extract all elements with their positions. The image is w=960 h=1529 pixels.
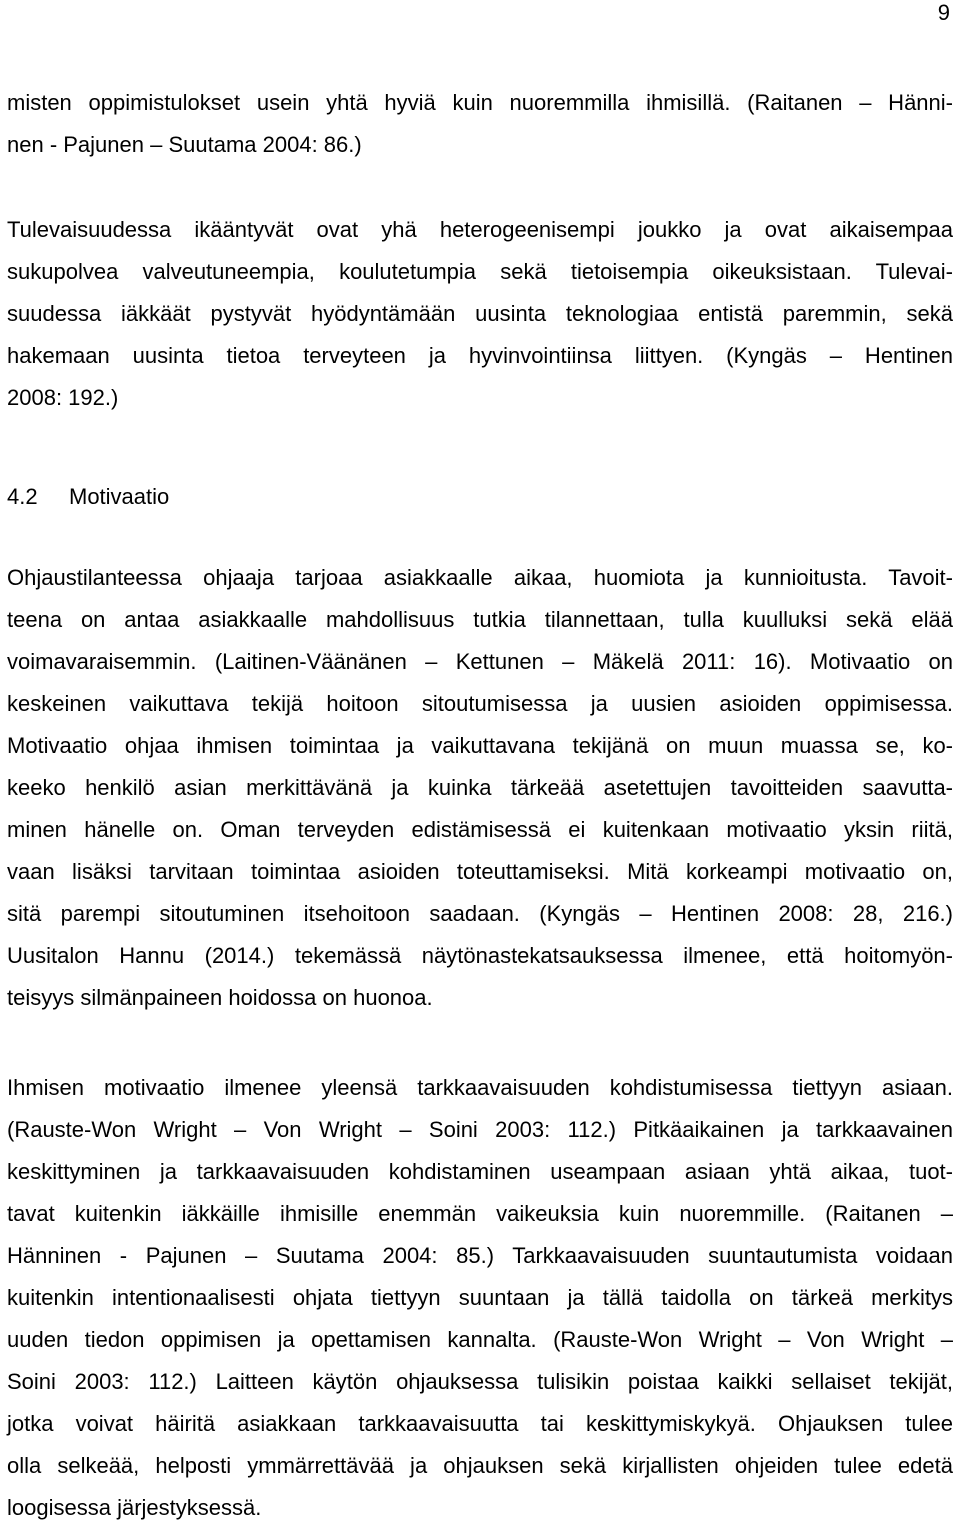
paragraph-line: Soini 2003: 112.) Laitteen käytön ohjauksessa tulisikin poistaa kaikki sellaiset tekijät,	[7, 1369, 953, 1394]
paragraph-line: suudessa iäkkäät pystyvät hyödyntämään uusinta teknologiaa entistä paremmin, sekä	[7, 301, 953, 326]
page-number: 9	[937, 0, 950, 25]
section-heading	[7, 476, 169, 518]
paragraph-line: Motivaatio ohjaa ihmisen toimintaa ja vaikuttavana tekijänä on muun muassa se, ko-	[7, 733, 953, 758]
paragraph-line: kuitenkin intentionaalisesti ohjata tiettyyn suuntaan ja tällä taidolla on tärkeä merkitys	[7, 1285, 953, 1310]
paragraph-line: (Rauste-Won Wright – Von Wright – Soini 2003: 112.) Pitkäaikainen ja tarkkaavainen	[7, 1117, 953, 1142]
section-title: Motivaatio	[69, 484, 170, 509]
paragraph-line: Tulevaisuudessa ikääntyvät ovat yhä heterogeenisempi joukko ja ovat aikaisempaa	[7, 217, 953, 242]
paragraph-line: jotka voivat häiritä asiakkaan tarkkaavaisuutta tai keskittymiskykyä. Ohjauksen tulee	[7, 1411, 953, 1436]
section-number: 4.2	[7, 484, 38, 509]
paragraph-line: loogisessa järjestyksessä.	[7, 1495, 262, 1520]
paragraph-line: misten oppimistulokset usein yhtä hyviä kuin nuoremmilla ihmisillä. (Raitanen – Hänni-	[7, 90, 953, 115]
paragraph-line: keeko henkilö asian merkittävänä ja kuinka tärkeää asetettujen tavoitteiden saavutta-	[7, 775, 953, 800]
paragraph-line: teisyys silmänpaineen hoidossa on huonoa.	[7, 985, 433, 1010]
paragraph-line: voimavaraisemmin. (Laitinen-Väänänen – Kettunen – Mäkelä 2011: 16). Motivaatio on	[7, 649, 953, 674]
paragraph-line: Ohjaustilanteessa ohjaaja tarjoaa asiakkaalle aikaa, huomiota ja kunnioitusta. Tavoit-	[7, 565, 953, 590]
paragraph-line: keskittyminen ja tarkkaavaisuuden kohdistaminen useampaan asiaan yhtä aikaa, tuot-	[7, 1159, 953, 1184]
paragraph-line: 2008: 192.)	[7, 385, 119, 410]
paragraph-1	[7, 82, 953, 166]
paragraph-line: nen - Pajunen – Suutama 2004: 86.)	[7, 132, 362, 157]
paragraph-2	[7, 209, 953, 419]
paragraph-line: sitä parempi sitoutuminen itsehoitoon saadaan. (Kyngäs – Hentinen 2008: 28, 216.)	[7, 901, 953, 926]
paragraph-line: Uusitalon Hannu (2014.) tekemässä näytönastekatsauksessa ilmenee, että hoitomyön-	[7, 943, 953, 968]
paragraph-line: Ihmisen motivaatio ilmenee yleensä tarkkaavaisuuden kohdistumisessa tiettyyn asiaan.	[7, 1075, 953, 1100]
paragraph-line: uuden tiedon oppimisen ja opettamisen kannalta. (Rauste-Won Wright – Von Wright –	[7, 1327, 953, 1352]
paragraph-line: sukupolvea valveutuneempia, koulutetumpia sekä tietoisempia oikeuksistaan. Tulevai-	[7, 259, 953, 284]
paragraph-3	[7, 557, 953, 1019]
paragraph-line: minen hänelle on. Oman terveyden edistämisessä ei kuitenkaan motivaatio yksin riitä,	[7, 817, 953, 842]
paragraph-line: tavat kuitenkin iäkkäille ihmisille enemmän vaikeuksia kuin nuoremmille. (Raitanen –	[7, 1201, 953, 1226]
paragraph-line: Hänninen - Pajunen – Suutama 2004: 85.) Tarkkaavaisuuden suuntautumista voidaan	[7, 1243, 953, 1268]
paragraph-line: teena on antaa asiakkaalle mahdollisuus tutkia tilannettaan, tulla kuulluksi sekä elää	[7, 607, 953, 632]
paragraph-line: olla selkeää, helposti ymmärrettävää ja ohjauksen sekä kirjallisten ohjeiden tulee edetä	[7, 1453, 953, 1478]
paragraph-line: hakemaan uusinta tietoa terveyteen ja hyvinvointiinsa liittyen. (Kyngäs – Hentinen	[7, 343, 953, 368]
paragraph-line: vaan lisäksi tarvitaan toimintaa asioiden toteuttamiseksi. Mitä korkeampi motivaatio on,	[7, 859, 953, 884]
paragraph-4	[7, 1067, 953, 1529]
paragraph-line: keskeinen vaikuttava tekijä hoitoon sitoutumisessa ja uusien asioiden oppimisessa.	[7, 691, 953, 716]
